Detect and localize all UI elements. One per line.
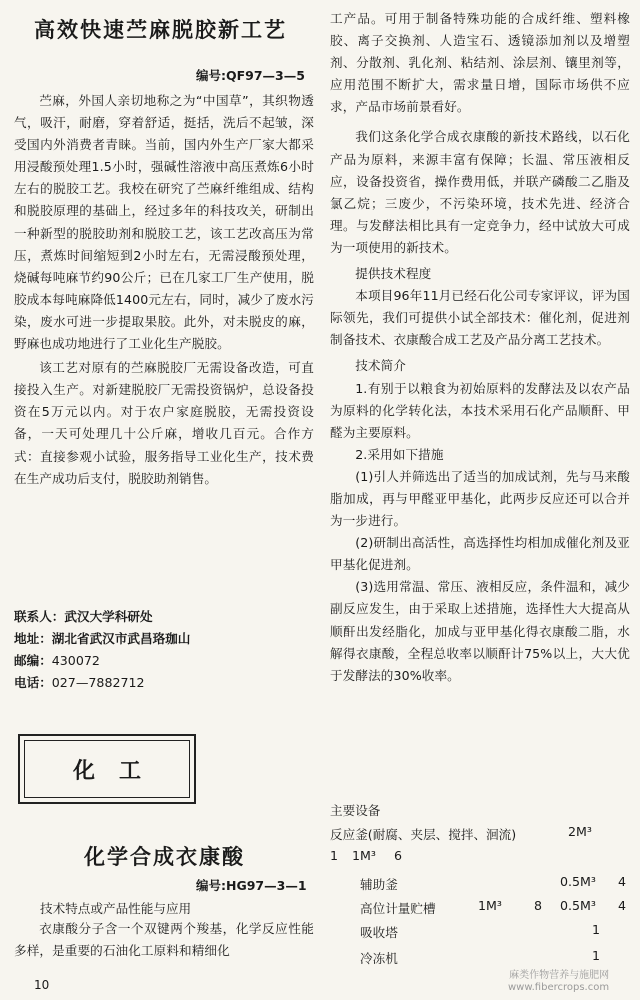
paragraph: 该工艺对原有的苎麻脱胶厂无需设备改造，可直接投入生产。对新建脱胶厂无需投资锅炉，总设备投资在5万元以内。对于农户家庭脱胶，无需投资设备，一天可处理几十公斤麻，增收几百元。合作方式：直接参观小试验，服务指导工业化生产，技术费在生产成功后支付，脱胶助剂销售。 [14, 360, 314, 486]
article-title: 化学合成衣康酸 [84, 845, 245, 869]
equipment-value: 1M³ [478, 898, 502, 913]
page-number: 10 [34, 978, 50, 992]
equipment-value: 1 [330, 848, 339, 863]
paragraph: (2)研制出高活性，高选择性均相加成催化剂及亚甲基化促进剂。 [330, 535, 630, 573]
contact-address: 地址：湖北省武汉市武昌珞珈山 [14, 631, 191, 646]
section-label: 化工 [72, 758, 165, 784]
equipment-name: 辅助釜 [360, 877, 398, 892]
section-heading: 技术特点或产品性能与应用 [40, 901, 192, 916]
section-heading: 主要设备 [330, 803, 381, 818]
article-code: 编号:QF97—3—5 [196, 68, 305, 83]
paragraph: (1)引人并筛选出了适当的加成试剂，先与马来酸脂加成，再与甲醛亚甲基化，此两步反应还可以合并为一步进行。 [330, 468, 630, 529]
contact-postcode: 邮编：430072 [14, 653, 100, 668]
contact-phone: 电话：027—7882712 [14, 675, 145, 690]
equipment-value: 2M³ [568, 824, 592, 839]
equipment-value: 6 [394, 848, 403, 863]
section-box [18, 734, 196, 804]
paragraph: 2.采用如下措施 [355, 446, 444, 462]
paragraph-continued: 工产品。可用于制备特殊功能的合成纤维、塑料橡胶、离子交换剂、人造宝石、透镜添加剂以及增塑剂、分散剂、乳化剂、粘结剂、涂层剂、镶里剂等，应用范围不断扩大，需求量日增，国际市场供不应求，产品市场前景看好。 [330, 11, 630, 115]
equipment-value: 0.5M³ [560, 898, 596, 913]
paragraph-start: 衣康酸分子含一个双键两个羧基，化学反应性能多样，是重要的石油化工原料和精细化 [14, 921, 314, 959]
equipment-name: 冷冻机 [360, 951, 398, 966]
equipment-name: 吸收塔 [360, 925, 398, 940]
article-body-right [330, 8, 630, 687]
paragraph: 本项目96年11月已经石化公司专家评议，评为国际领先，我们可提供小试全部技术：催化剂，促进剂制备技术、衣康酸合成工艺及产品分离工艺技术。 [330, 288, 630, 348]
contact-person: 联系人：武汉大学科研处 [14, 609, 153, 624]
article-code: 编号:HG97—3—1 [196, 878, 307, 893]
equipment-value: 8 [534, 898, 543, 913]
equipment-value: 4 [618, 874, 627, 889]
paragraph: 苎麻，外国人亲切地称之为“中国草”，其织物透气，吸汗，耐磨，穿着舒适，挺括，洗后不起皱，深受国内外消费者青睐。当前，国内外生产厂家大都采用浸酸预处理1.5小时，强碱性溶液中高压煮炼6小时左右的脱胶工艺。我校在研究了苎麻纤维组成、结构和脱胶原理的基础上，经过多年的科技攻关，研制出一种新型的脱胶助剂和脱胶工艺，该工艺改高压为常压，煮炼时间缩短到2小时左右，无需浸酸预处理，烧碱每吨麻节约90公斤；已在几家工厂生产使用，脱胶成本每吨麻降低1400元左右，同时，减少了废水污染，废水可进一步提取果胶。此外，对未脱皮的麻，野麻也成功地进行了工业化生产脱胶。 [14, 93, 314, 352]
article-title: 高效快速苎麻脱胶新工艺 [34, 18, 287, 42]
paragraph: (3)选用常温、常压、液相反应，条件温和，减少副反应发生，由于采取上述措施，选择性大大提高从顺酐出发经脂化，加成与亚甲基化得衣康酸二脂，水解得衣康酸，全程总收率以顺酐计75%以上，大大优于发酵法的30%收率。 [330, 579, 630, 683]
equipment-value: 0.5M³ [560, 874, 596, 889]
paragraph: 1.有别于以粮食为初始原料的发酵法及以农产品为原料的化学转化法，本技术采用石化产品顺酐、甲醛为主要原料。 [330, 380, 630, 440]
equipment-name: 反应釜(耐腐、夹层、搅拌、洄流) [330, 827, 517, 842]
equipment-value: 1M³ [352, 848, 376, 863]
section-heading: 技术简介 [355, 358, 406, 374]
equipment-name: 高位计量贮槽 [360, 901, 436, 916]
equipment-value: 1 [592, 948, 601, 963]
watermark: 麻类作物营养与施肥网 www.fibercrops.com [508, 970, 610, 993]
article-body-left [14, 90, 314, 490]
equipment-value: 4 [618, 898, 627, 913]
paragraph: 我们这条化学合成衣康酸的新技术路线，以石化产品为原料，来源丰富有保障；长温、常压液相反应，设备投资省，操作费用低，并联产磷酸二乙脂及氯乙烷；三废少，不污染环境，技术先进、经济合理。与发酵法相比具有一定竞争力，经中试放大可成为一项使用的新技术。 [330, 129, 630, 255]
section-heading: 提供技术程度 [355, 266, 432, 282]
article-body-left-2 [14, 918, 314, 962]
equipment-value: 1 [592, 922, 601, 937]
